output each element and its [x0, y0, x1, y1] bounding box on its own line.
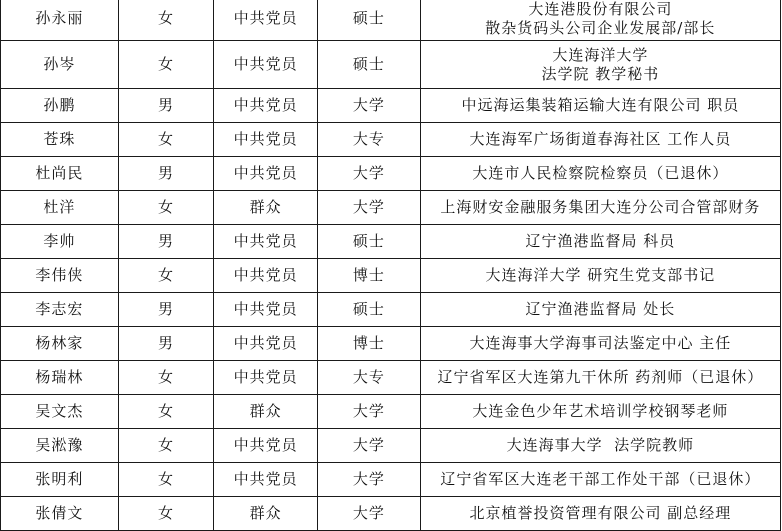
gender-cell: 男: [118, 89, 214, 123]
table-row: [1, 327, 781, 361]
party-cell: 中共党员: [214, 259, 318, 293]
name-cell: 杨林家: [1, 327, 119, 361]
gender-cell: 女: [118, 463, 214, 497]
education-cell: 博士: [318, 327, 421, 361]
education-cell: 硕士: [318, 225, 421, 259]
unit-line: 散杂货码头公司企业发展部/部长: [485, 18, 716, 37]
unit-cell: 辽宁渔港监督局 科员: [420, 225, 780, 259]
name-cell: 张明利: [1, 463, 119, 497]
education-cell: 博士: [318, 259, 421, 293]
unit-cell: 辽宁省军区大连老干部工作处干部（已退休）: [420, 463, 780, 497]
party-cell: 群众: [214, 191, 318, 225]
table-row: [1, 0, 781, 41]
gender-cell: 女: [118, 123, 214, 157]
unit-cell: 辽宁省军区大连第九干休所 药剂师（已退休）: [420, 361, 780, 395]
education-cell: 大学: [318, 395, 421, 429]
unit-cell: 辽宁渔港监督局 处长: [420, 293, 780, 327]
table-row: [1, 361, 781, 395]
name-cell: 李伟侠: [1, 259, 119, 293]
table-row: [1, 395, 781, 429]
table-row: [1, 191, 781, 225]
gender-cell: 男: [118, 157, 214, 191]
gender-cell: 女: [118, 395, 214, 429]
gender-cell: 男: [118, 225, 214, 259]
table-row: [1, 429, 781, 463]
education-cell: 硕士: [318, 293, 421, 327]
table-row: [1, 157, 781, 191]
name-cell: 杜尚民: [1, 157, 119, 191]
name-cell: 孙岑: [1, 41, 119, 89]
party-cell: 中共党员: [214, 327, 318, 361]
table-row: [1, 41, 781, 89]
party-cell: 中共党员: [214, 89, 318, 123]
gender-cell: 女: [118, 361, 214, 395]
unit-cell: 大连市人民检察院检察员（已退休）: [420, 157, 780, 191]
name-cell: 杜洋: [1, 191, 119, 225]
party-cell: 中共党员: [214, 0, 318, 41]
unit-line: 大连港股份有限公司: [528, 0, 673, 18]
party-cell: 中共党员: [214, 293, 318, 327]
education-cell: 大专: [318, 123, 421, 157]
gender-cell: 女: [118, 497, 214, 531]
education-cell: 大学: [318, 191, 421, 225]
education-cell: 大学: [318, 89, 421, 123]
unit-cell: [420, 0, 780, 41]
gender-cell: 男: [118, 293, 214, 327]
gender-cell: 女: [118, 0, 214, 41]
unit-line: 法学院 教学秘书: [541, 64, 660, 83]
name-cell: 吴文杰: [1, 395, 119, 429]
unit-cell: 中远海运集装箱运输大连有限公司 职员: [420, 89, 780, 123]
name-cell: 孙鹏: [1, 89, 119, 123]
name-cell: 张倩文: [1, 497, 119, 531]
party-cell: 中共党员: [214, 361, 318, 395]
party-cell: 群众: [214, 497, 318, 531]
party-cell: 中共党员: [214, 225, 318, 259]
gender-cell: 男: [118, 327, 214, 361]
party-cell: 中共党员: [214, 157, 318, 191]
party-cell: 群众: [214, 395, 318, 429]
unit-cell: 大连海洋大学 研究生党支部书记: [420, 259, 780, 293]
unit-cell: 大连海事大学 法学院教师: [420, 429, 780, 463]
education-cell: 大学: [318, 497, 421, 531]
name-cell: 李志宏: [1, 293, 119, 327]
education-cell: 硕士: [318, 41, 421, 89]
table-row: [1, 497, 781, 531]
gender-cell: 女: [118, 191, 214, 225]
table-row: [1, 259, 781, 293]
name-cell: 杨瑞林: [1, 361, 119, 395]
gender-cell: 女: [118, 259, 214, 293]
unit-cell: 大连金色少年艺术培训学校钢琴老师: [420, 395, 780, 429]
name-cell: 苍珠: [1, 123, 119, 157]
table-row: [1, 463, 781, 497]
gender-cell: 女: [118, 429, 214, 463]
party-cell: 中共党员: [214, 41, 318, 89]
unit-cell: 大连海军广场街道春海社区 工作人员: [420, 123, 780, 157]
unit-line: 大连海洋大学: [552, 45, 649, 64]
unit-cell: 上海财安金融服务集团大连分公司合管部财务: [420, 191, 780, 225]
unit-cell: 北京植誉投资管理有限公司 副总经理: [420, 497, 780, 531]
education-cell: 大学: [318, 429, 421, 463]
name-cell: 李帅: [1, 225, 119, 259]
education-cell: 大专: [318, 361, 421, 395]
table-row: [1, 89, 781, 123]
gender-cell: 女: [118, 41, 214, 89]
name-cell: 吴淞豫: [1, 429, 119, 463]
unit-cell: [420, 41, 780, 89]
unit-cell: 大连海事大学海事司法鉴定中心 主任: [420, 327, 780, 361]
name-cell: 孙永丽: [1, 0, 119, 41]
party-cell: 中共党员: [214, 429, 318, 463]
education-cell: 大学: [318, 157, 421, 191]
table-row: [1, 293, 781, 327]
table-row: [1, 123, 781, 157]
party-cell: 中共党员: [214, 463, 318, 497]
education-cell: 大学: [318, 463, 421, 497]
education-cell: 硕士: [318, 0, 421, 41]
table-row: [1, 225, 781, 259]
party-cell: 中共党员: [214, 123, 318, 157]
